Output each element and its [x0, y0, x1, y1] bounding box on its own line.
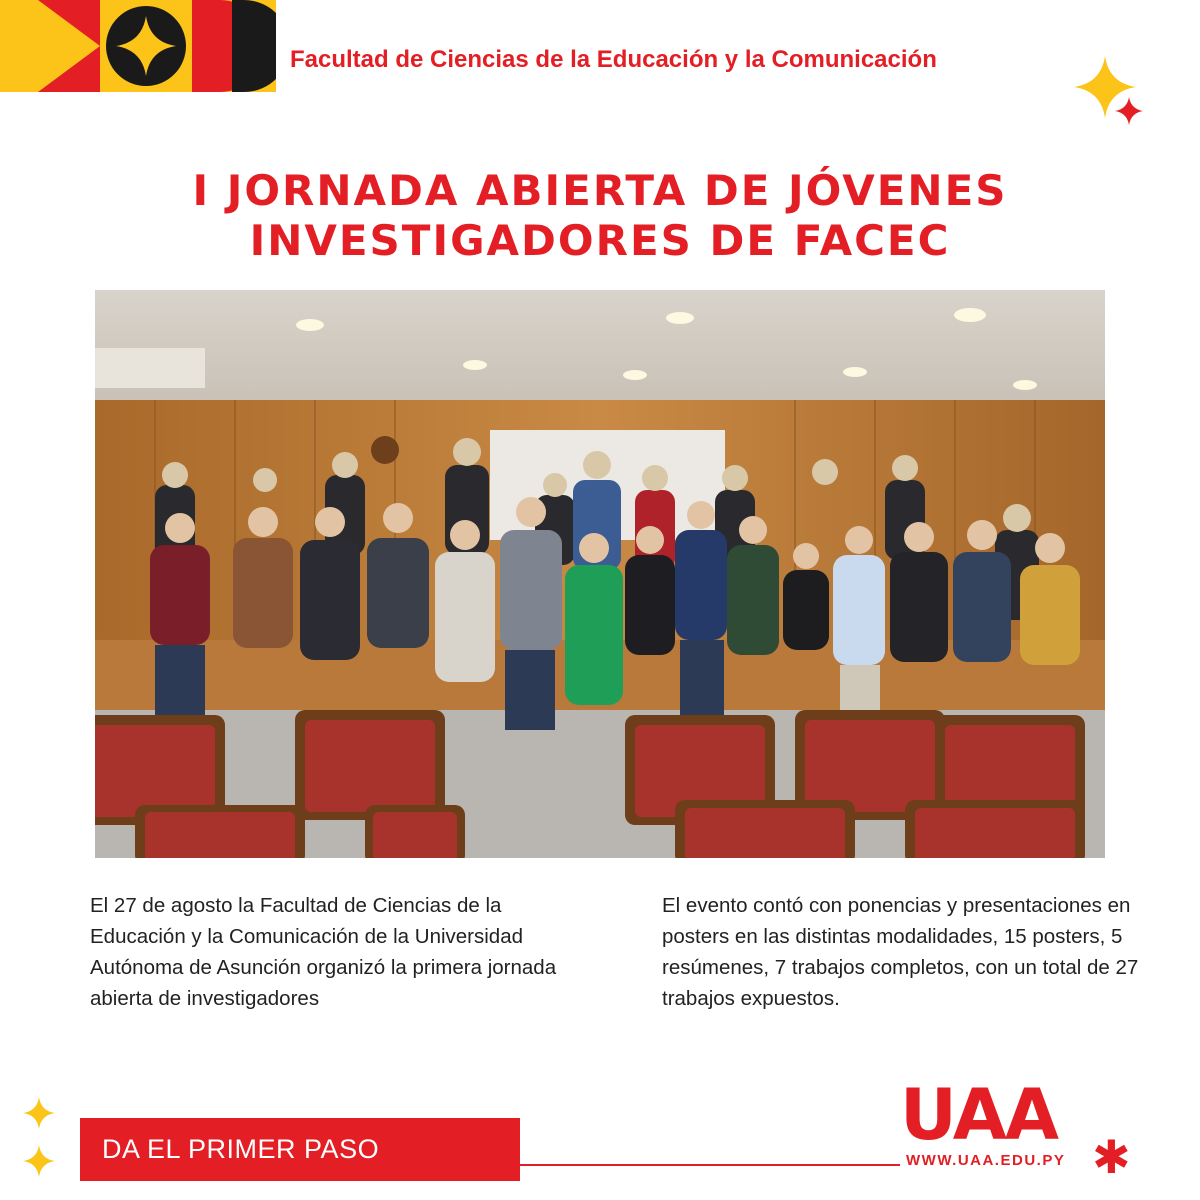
cta-banner[interactable] [80, 1118, 520, 1181]
headline [0, 166, 1200, 266]
group-photo [95, 290, 1105, 858]
star-sparkle-icon [1114, 96, 1144, 126]
left-paragraph: El 27 de agosto la Facultad de Ciencias de la Educación y la Comunicación de la Universidad Autónoma de Asunción organizó la primera jornada abierta de investigadores [90, 894, 557, 1010]
divider-line [520, 1164, 900, 1166]
faculty-name: Facultad de Ciencias de la Educación y la Comunicación [290, 46, 937, 73]
headline-line-2: INVESTIGADORES DE FACEC [249, 216, 951, 265]
website-url[interactable]: WWW.UAA.EDU.PY [906, 1152, 1066, 1169]
headline-line-1: I JORNADA ABIERTA DE JÓVENES [192, 166, 1008, 215]
star-sparkle-icon [22, 1144, 56, 1178]
star-sparkle-icon [22, 1096, 56, 1130]
cta-label: DA EL PRIMER PASO [102, 1134, 380, 1164]
right-paragraph: El evento contó con ponencias y presentaciones en posters en las distintas modalidades, 15 posters, 5 resúmenes, 7 trabajos completos, con un total de 27 trabajos expuestos. [662, 894, 1139, 1010]
asterisk-icon: ✱ [1092, 1131, 1131, 1183]
uaa-logo: UAA [900, 1074, 1058, 1156]
faculty-logo-blocks [0, 0, 276, 92]
